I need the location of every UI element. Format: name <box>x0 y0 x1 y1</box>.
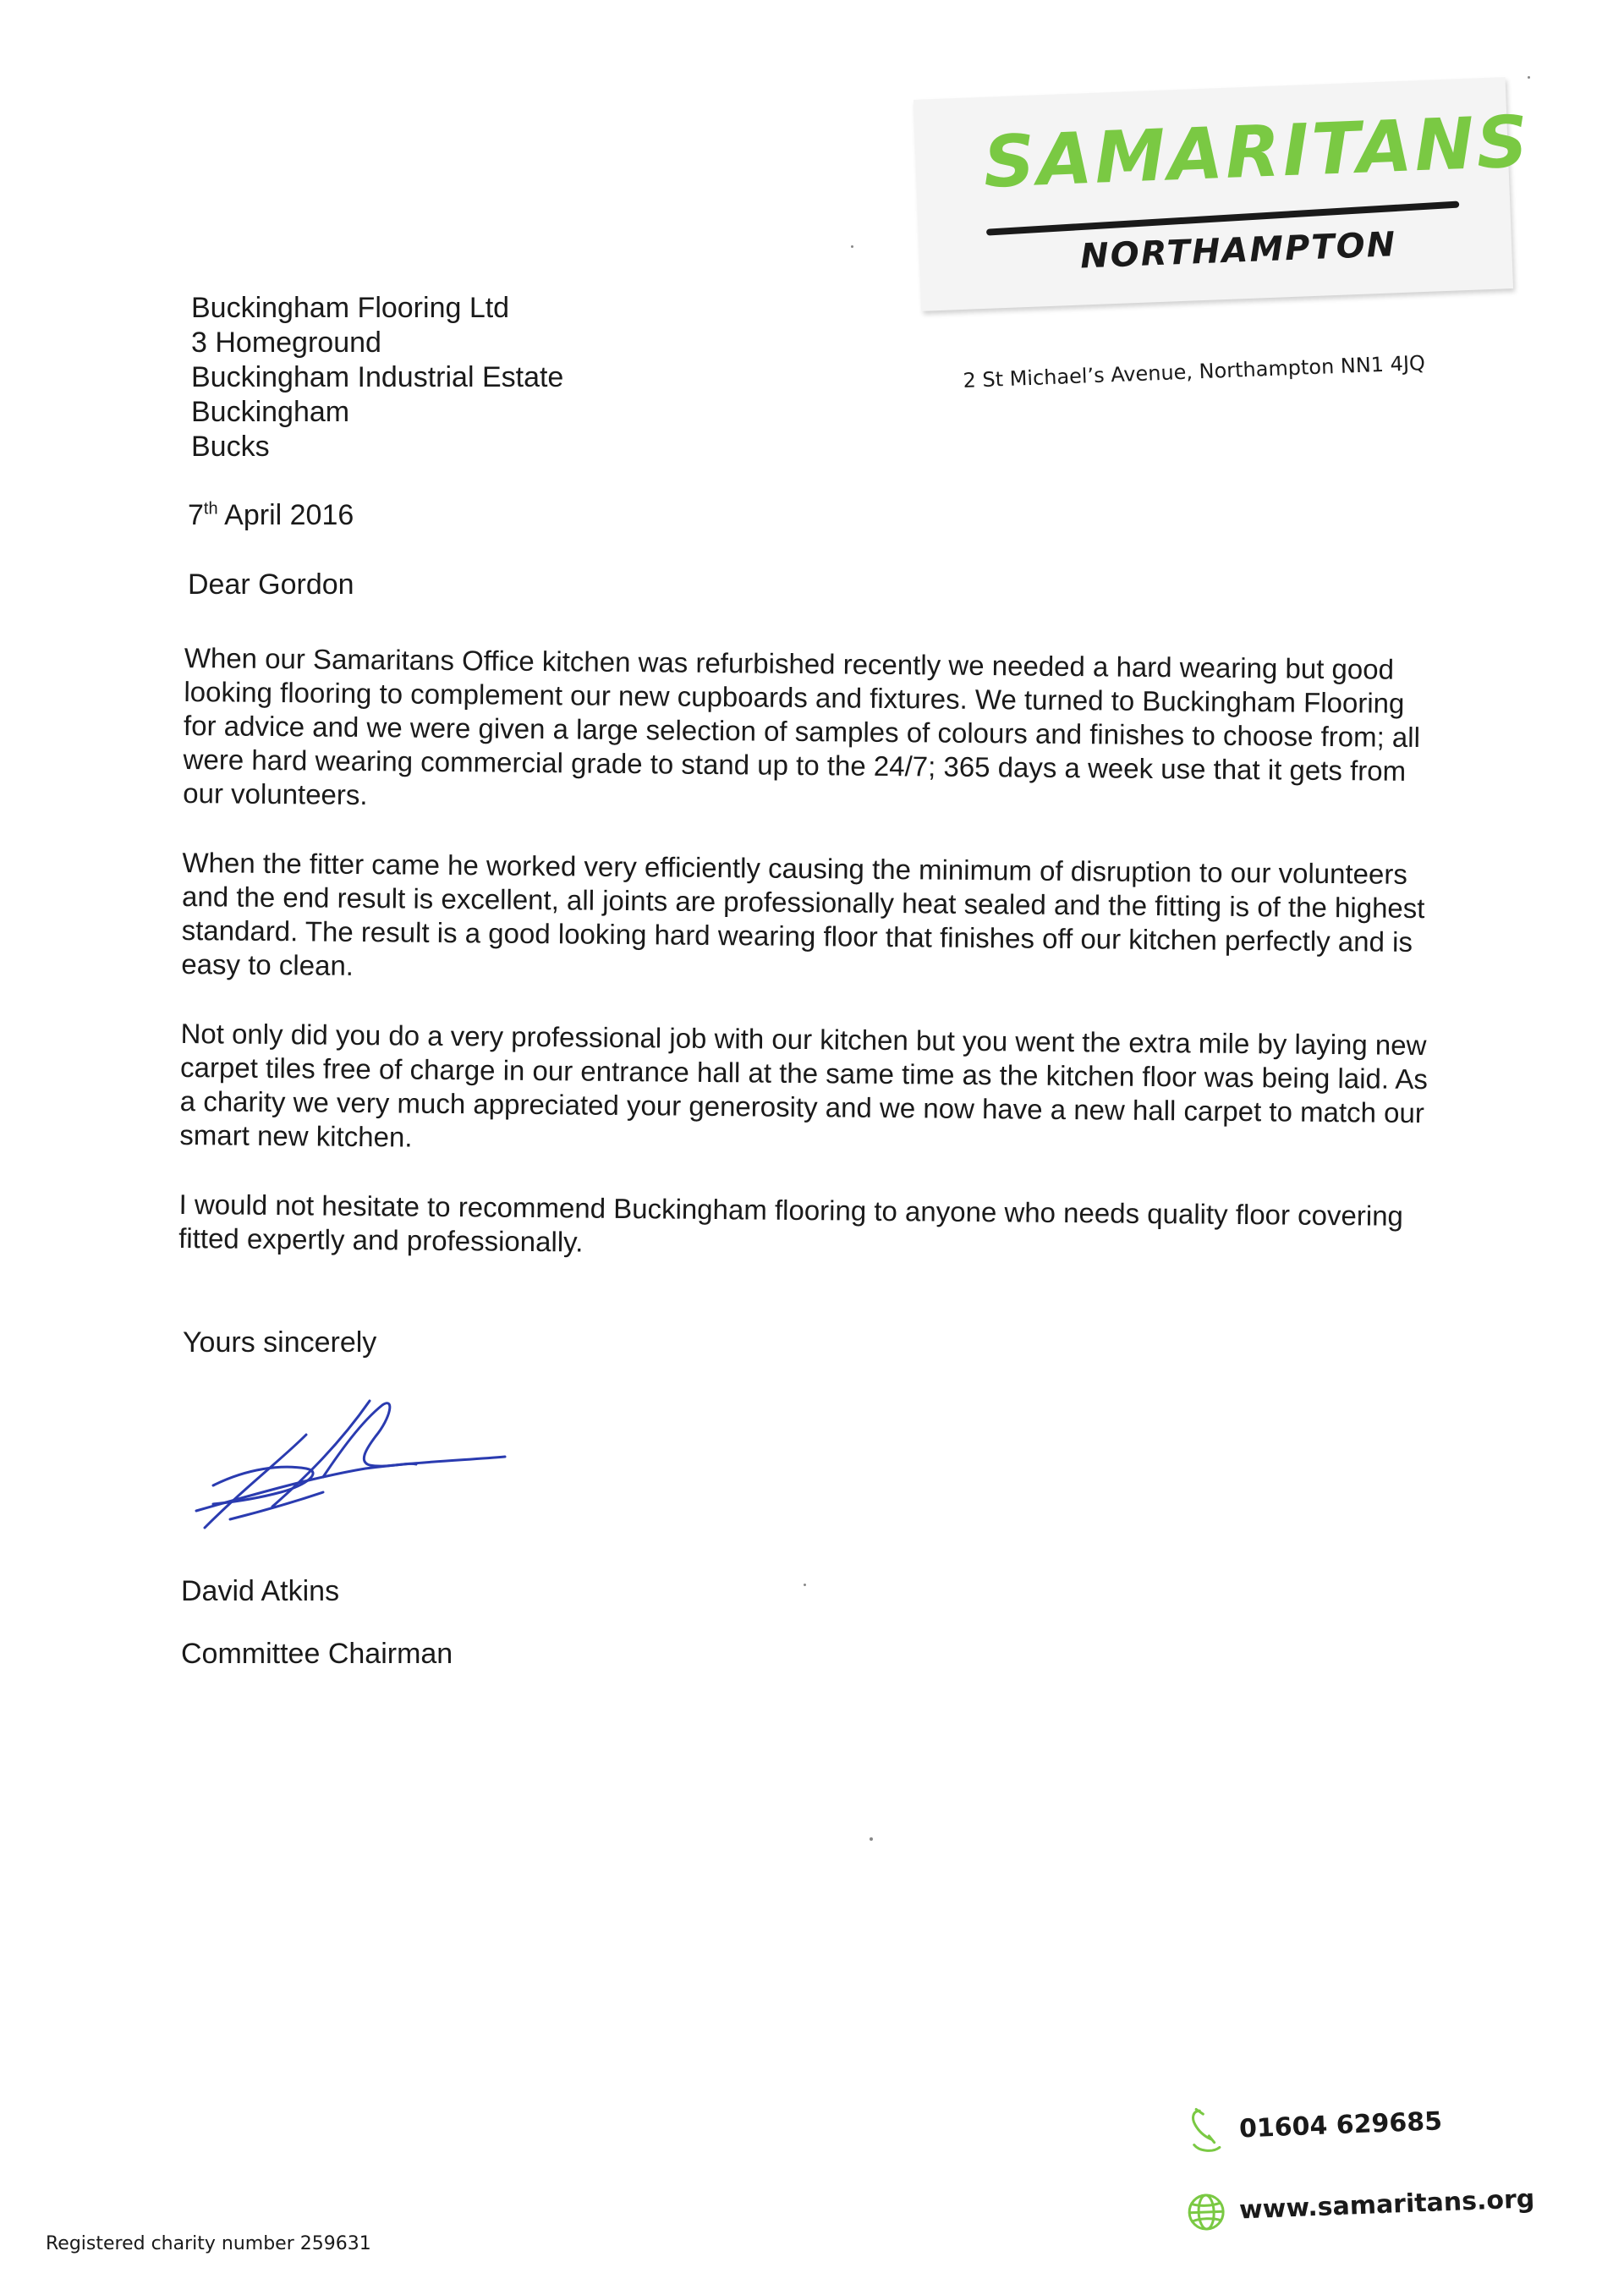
recipient-line: 3 Homeground <box>191 327 381 359</box>
charity-number: Registered charity number 259631 <box>46 2233 371 2254</box>
recipient-address <box>191 291 563 464</box>
scan-speck <box>870 1837 873 1841</box>
letter-body <box>178 641 1445 1303</box>
salutation: Dear Gordon <box>188 568 354 601</box>
sender-address: 2 St Michael’s Avenue, Northampton NN1 4JQ <box>963 351 1426 393</box>
logo-branch-name: NORTHAMPTON <box>1079 225 1397 277</box>
recipient-line: Buckingham Industrial Estate <box>191 361 564 393</box>
signer-title: Committee Chairman <box>181 1638 453 1670</box>
globe-icon <box>1184 2186 1228 2238</box>
body-paragraph: Not only did you do a very professional job with our kitchen but you went the extra mile by laying new carpet tiles free of charge in our entrance hall at the same time as the kitchen floor was being laid. As a charity we very much appreciated your generosity and we now have a new hall carpet to match our smart new kitchen. <box>179 1017 1429 1153</box>
handwritten-signature <box>179 1384 518 1536</box>
samaritans-logo <box>914 77 1532 311</box>
date-month-year: April 2016 <box>217 499 354 531</box>
body-paragraph: When our Samaritans Office kitchen was refurbished recently we needed a hard wearing but good looking flooring to complement our new cupboards and fixtures. We turned to Buckingham Flooring for advice and we were given a large selection of samples of colours and finishes to choose from; all were hard wearing commercial grade to stand up to the 24/7; 365 days a week use that it gets from our volunteers. <box>183 641 1421 811</box>
phone-icon <box>1184 2105 1228 2157</box>
letter-date <box>188 499 354 532</box>
body-paragraph: When the fitter came he worked very efficiently causing the minimum of disruption to our volunteers and the end result is excellent, all joints are professionally heat sealed and the fitting is of the highest standard. The result is a good looking hard wearing floor that finishes off our kitchen perfectly and is easy to clean. <box>181 846 1425 981</box>
recipient-line: Buckingham Flooring Ltd <box>191 292 510 324</box>
date-day: 7 <box>188 499 204 531</box>
scan-speck <box>804 1584 806 1586</box>
body-paragraph: I would not hesitate to recommend Buckingham flooring to anyone who needs quality floor covering fitted expertly and professionally. <box>178 1188 1404 1258</box>
logo-wordmark: SAMARITANS <box>982 100 1532 204</box>
phone-number: 01604 629685 <box>1238 2106 1443 2144</box>
date-suffix: th <box>203 499 218 519</box>
scan-speck <box>851 245 853 248</box>
closing: Yours sincerely <box>183 1326 377 1359</box>
recipient-line: Buckingham <box>191 396 350 428</box>
recipient-line: Bucks <box>191 431 270 463</box>
scan-speck <box>1528 76 1530 79</box>
website-url: www.samaritans.org <box>1238 2184 1535 2226</box>
signer-name: David Atkins <box>181 1575 340 1607</box>
